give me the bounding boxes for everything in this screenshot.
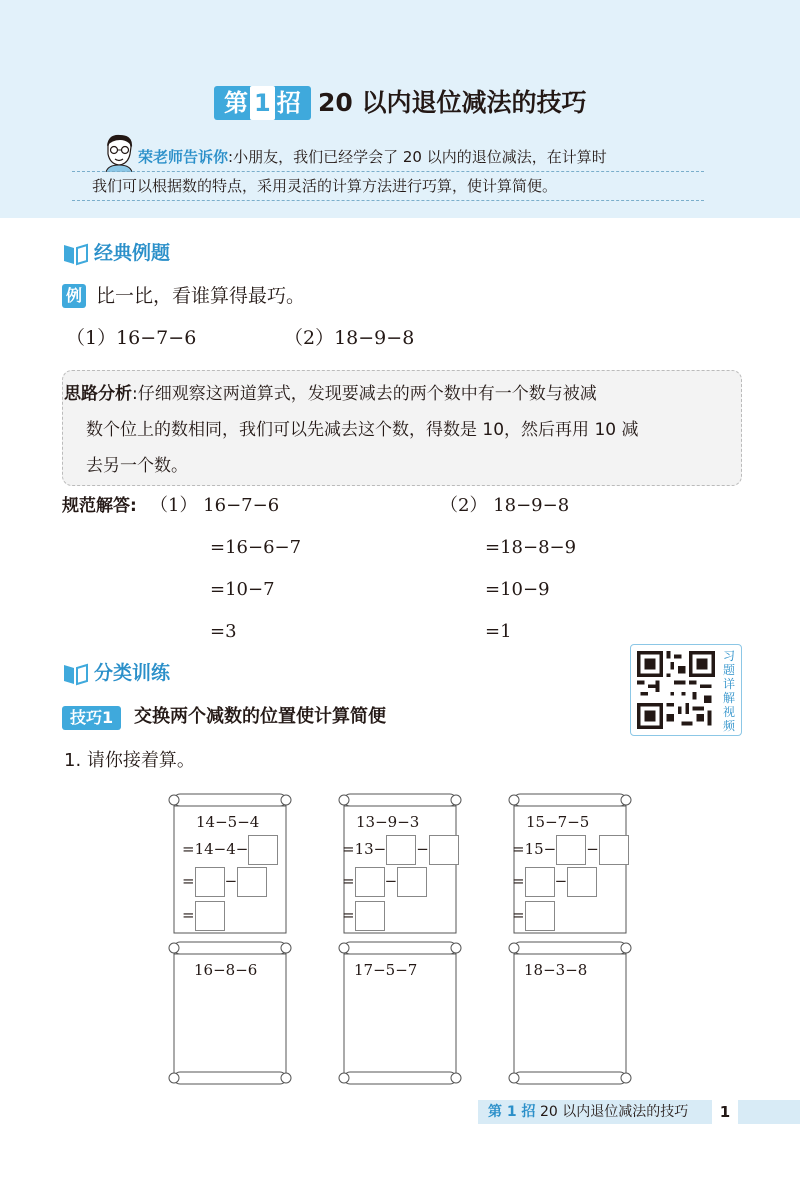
card-3-step-2: = − (512, 866, 597, 897)
card-1-step-3: = (182, 900, 225, 931)
card-2-step-1: =13− − (342, 834, 459, 865)
task-instruction: 1. 请你接着算。 (64, 750, 195, 771)
section-classified-training: 分类训练 (62, 660, 170, 686)
teacher-tip-label: 荣老师告诉你 (138, 148, 229, 166)
example-prompt: 比一比，看谁算得最巧。 (96, 285, 306, 307)
card-6-expression: 18−3−8 (524, 961, 588, 979)
analysis-label: 思路分析 (64, 384, 132, 404)
analysis-line-2: 数个位上的数相同，我们可以先减去这个数，得数是 10，然后再用 10 减 (86, 420, 639, 440)
example-question-2: （2）18−9−8 (284, 327, 415, 349)
solution-2-line-2: =18−8−9 (485, 537, 577, 558)
page-number: 1 (712, 1100, 738, 1124)
qr-video-link[interactable] (630, 644, 742, 736)
qr-code-icon (637, 651, 715, 729)
card-2-step-2: = − (342, 866, 427, 897)
answer-box[interactable] (195, 867, 225, 897)
solution-1-line-1: （1） 16−7−6 (150, 495, 280, 516)
lesson-title: 20 以内退位减法的技巧 (318, 88, 587, 117)
answer-box[interactable] (525, 867, 555, 897)
qr-label: 习题详解视频 (722, 649, 735, 733)
answer-box[interactable] (397, 867, 427, 897)
footer-title: 第 1 招 20 以内退位减法的技巧 (488, 1104, 689, 1120)
answer-box[interactable] (429, 835, 459, 865)
card-4-expression: 16−8−6 (194, 961, 258, 979)
card-1-step-2: = − (182, 866, 267, 897)
skill-tag: 技巧1 (62, 706, 121, 730)
solution-2-line-3: =10−9 (485, 579, 550, 600)
answer-box[interactable] (599, 835, 629, 865)
card-2-step-3: = (342, 900, 385, 931)
card-5-expression: 17−5−7 (354, 961, 418, 979)
book-icon (62, 242, 90, 266)
section-classic-examples: 经典例题 (62, 240, 170, 266)
lesson-badge: 第 1 招 (214, 86, 311, 120)
solution-2-line-1: （2） 18−9−8 (440, 495, 570, 516)
analysis-line-1: 思路分析:仔细观察这两道算式，发现要减去的两个数中有一个数与被减 (64, 384, 597, 404)
example-question-1: （1）16−7−6 (66, 327, 197, 349)
card-3-step-3: = (512, 900, 555, 931)
solution-2-line-4: =1 (485, 621, 512, 642)
answer-box[interactable] (567, 867, 597, 897)
answer-box[interactable] (525, 901, 555, 931)
solution-1-line-2: =16−6−7 (210, 537, 302, 558)
solution-label: 规范解答: (62, 496, 137, 516)
example-tag: 例 (62, 284, 86, 308)
answer-box[interactable] (248, 835, 278, 865)
answer-box[interactable] (556, 835, 586, 865)
answer-box[interactable] (386, 835, 416, 865)
card-1-expression: 14−5−4 (196, 813, 260, 831)
answer-box[interactable] (237, 867, 267, 897)
card-2-expression: 13−9−3 (356, 813, 420, 831)
card-3-expression: 15−7−5 (526, 813, 590, 831)
solution-1-line-4: =3 (210, 621, 237, 642)
answer-box[interactable] (195, 901, 225, 931)
book-icon (62, 662, 90, 686)
teacher-tip-line-1: 荣老师告诉你:小朋友，我们已经学会了 20 以内的退位减法，在计算时 (72, 143, 704, 172)
solution-1-line-3: =10−7 (210, 579, 275, 600)
card-3-step-1: =15− − (512, 834, 629, 865)
card-1-step-1: =14−4− (182, 834, 278, 865)
answer-box[interactable] (355, 901, 385, 931)
analysis-line-3: 去另一个数。 (86, 456, 188, 476)
teacher-tip-line-2: 我们可以根据数的特点，采用灵活的计算方法进行巧算，使计算简便。 (72, 172, 704, 201)
answer-box[interactable] (355, 867, 385, 897)
skill-description: 交换两个减数的位置使计算简便 (134, 706, 386, 727)
